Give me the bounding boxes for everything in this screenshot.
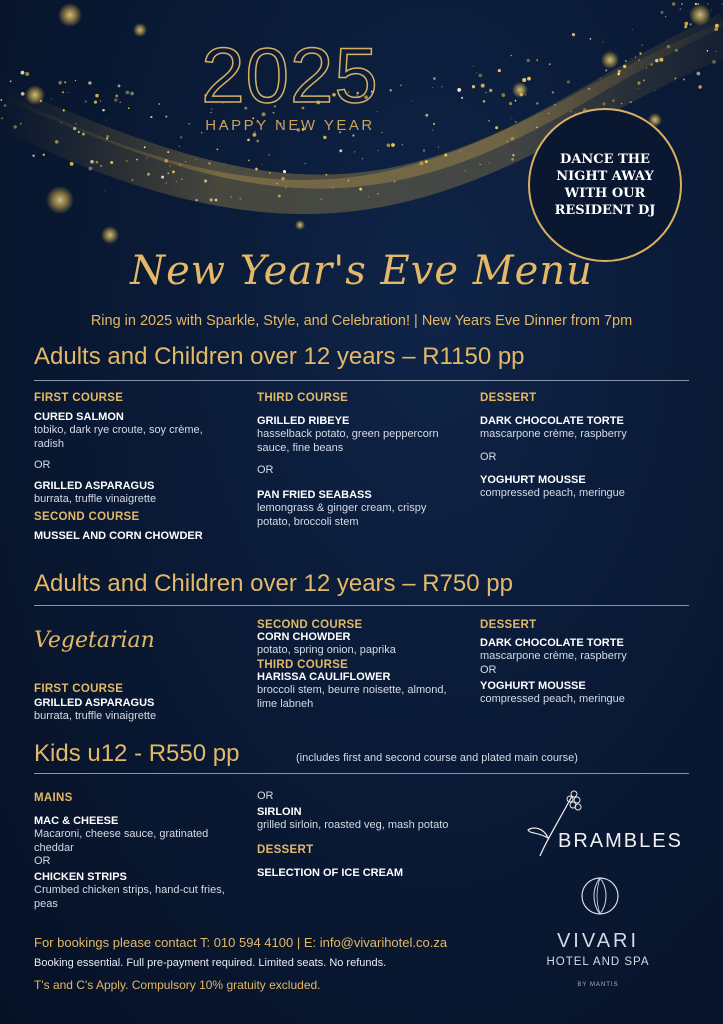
sparkle-dot	[150, 116, 152, 118]
sparkle-dot	[600, 77, 601, 78]
sparkle-dot	[473, 66, 474, 67]
course-label: DESSERT	[480, 392, 537, 404]
sparkle-dot	[588, 88, 590, 90]
sparkle-dot	[489, 162, 490, 163]
sparkle-dot	[501, 93, 505, 97]
divider	[34, 380, 689, 381]
sparkle-dot	[25, 72, 29, 76]
sparkle-dot	[411, 100, 412, 101]
adults-column-1	[34, 392, 234, 542]
sparkle-dot	[605, 69, 607, 71]
sparkle-dot	[655, 90, 656, 91]
or-separator: OR	[257, 464, 274, 476]
sparkle-dot	[460, 150, 461, 151]
terms-conditions: T's and C's Apply. Compulsory 10% gratuity excluded.	[34, 978, 321, 992]
sparkle-dot	[20, 122, 22, 124]
sparkle-dot	[0, 99, 2, 101]
bokeh-glow	[58, 3, 82, 27]
sparkle-dot	[570, 111, 572, 113]
sparkle-dot	[136, 159, 138, 161]
sparkle-dot	[536, 59, 538, 61]
dish-name: YOGHURT MOUSSE	[480, 474, 586, 486]
sparkle-dot	[180, 136, 182, 138]
bokeh-glow	[295, 220, 305, 230]
sparkle-dot	[618, 70, 621, 73]
sparkle-dot	[32, 155, 34, 157]
sparkle-dot	[167, 151, 169, 153]
sparkle-dot	[352, 141, 353, 142]
kids-column-2	[257, 790, 457, 879]
sparkle-dot	[672, 2, 675, 5]
sparkle-dot	[278, 194, 281, 197]
sparkle-dot	[674, 77, 676, 79]
vivari-logo-by: BY MANTIS	[577, 982, 619, 988]
sparkle-dot	[61, 122, 62, 123]
sparkle-dot	[75, 123, 77, 125]
sparkle-dot	[522, 78, 526, 82]
course-label: FIRST COURSE	[34, 392, 124, 404]
sparkle-dot	[683, 78, 685, 80]
sparkle-dot	[667, 45, 671, 49]
dish-description: burrata, truffle vinaigrette	[34, 710, 157, 722]
sparkle-dot	[10, 80, 12, 82]
sparkle-dot	[332, 187, 333, 188]
sparkle-dot	[323, 136, 326, 139]
sparkle-dot	[195, 159, 196, 160]
sparkle-dot	[166, 182, 167, 183]
sparkle-dot	[572, 33, 575, 36]
dish-name: GRILLED ASPARAGUS	[34, 697, 155, 709]
sparkle-dot	[433, 77, 436, 80]
dish-name: GRILLED RIBEYE	[257, 415, 350, 427]
sparkle-dot	[478, 73, 482, 77]
sparkle-dot	[325, 174, 327, 176]
sparkle-dot	[164, 159, 168, 163]
sparkle-dot	[4, 104, 7, 107]
dish-description: tobiko, dark rye croute, soy crème, radish	[34, 424, 203, 450]
sparkle-dot	[208, 162, 211, 165]
sparkle-dot	[95, 94, 99, 98]
sparkle-dot	[110, 161, 113, 164]
sparkle-dot	[215, 199, 218, 202]
sparkle-dot	[106, 138, 108, 140]
sparkle-dot	[281, 177, 284, 180]
sparkle-dot	[195, 199, 197, 201]
dj-badge-text: DANCE THE NIGHT AWAY WITH OUR RESIDENT DJ	[554, 152, 656, 218]
bokeh-glow	[689, 4, 711, 26]
booking-contact: For bookings please contact T: 010 594 4100 | E: info@vivarihotel.co.za	[34, 935, 448, 950]
sparkle-dot	[707, 50, 709, 52]
adults-column-3	[480, 392, 680, 500]
sparkle-dot	[488, 120, 490, 122]
dish-description: compressed peach, meringue	[480, 693, 625, 705]
sparkle-dot	[78, 131, 80, 133]
sparkle-dot	[1, 117, 3, 119]
dj-badge	[528, 108, 682, 262]
course-label: MAINS	[34, 792, 73, 804]
sparkle-dot	[246, 173, 247, 174]
sparkle-dot	[527, 77, 531, 81]
dish-description: compressed peach, meringue	[480, 487, 625, 499]
sparkle-dot	[432, 87, 433, 88]
brambles-logo-text: BRAMBLES	[558, 830, 683, 852]
sparkle-dot	[210, 198, 213, 201]
sparkle-dot	[179, 164, 181, 166]
divider	[34, 605, 689, 606]
sparkle-dot	[457, 88, 461, 92]
sparkle-dot	[681, 3, 683, 5]
sparkle-dot	[400, 84, 402, 86]
sparkle-dot	[697, 72, 701, 76]
dish-name: CORN CHOWDER	[257, 631, 351, 643]
sparkle-dot	[638, 59, 640, 61]
sparkle-dot	[130, 92, 134, 96]
happy-new-year-subtitle: HAPPY NEW YEAR	[205, 117, 375, 134]
sparkle-dot	[165, 116, 167, 118]
sparkle-dot	[88, 81, 91, 84]
sparkle-dot	[348, 180, 349, 181]
sparkle-dot	[51, 98, 52, 99]
or-separator: OR	[34, 855, 51, 867]
sparkle-dot	[73, 127, 76, 130]
sparkle-dot	[105, 190, 106, 191]
sparkle-dot	[715, 24, 719, 28]
adults-menu-heading: Adults and Children over 12 years – R1150 pp	[34, 343, 525, 370]
sparkle-dot	[283, 170, 286, 173]
sparkle-dot	[472, 85, 475, 88]
sparkle-dot	[239, 198, 241, 200]
dish-name: CHICKEN STRIPS	[34, 871, 127, 883]
sparkle-dot	[621, 103, 622, 104]
kids-menu-note: (includes first and second course and plated main course)	[296, 752, 578, 764]
sparkle-dot	[377, 193, 379, 195]
dish-name: HARISSA CAULIFLOWER	[257, 671, 391, 683]
sparkle-dot	[82, 133, 85, 136]
bokeh-glow	[133, 23, 147, 37]
vegetarian-label: Vegetarian	[34, 628, 155, 653]
sparkle-dot	[94, 100, 97, 103]
vegetarian-menu-heading: Adults and Children over 12 years – R750 pp	[34, 570, 513, 597]
sparkle-dot	[276, 183, 278, 185]
sparkle-dot	[425, 114, 428, 117]
sparkle-dot	[489, 89, 492, 92]
sparkle-dot	[602, 41, 603, 42]
sparkle-dot	[147, 173, 150, 176]
sparkle-dot	[680, 8, 682, 10]
sparkle-dot	[509, 102, 512, 105]
sparkle-dot	[21, 92, 25, 96]
or-separator: OR	[480, 451, 497, 463]
kids-column-1	[34, 792, 244, 911]
sparkle-dot	[118, 85, 121, 88]
sparkle-dot	[85, 101, 87, 103]
sparkle-dot	[75, 80, 76, 81]
sparkle-dot	[70, 162, 74, 166]
sparkle-dot	[96, 161, 99, 164]
sparkle-dot	[483, 100, 485, 102]
sparkle-dot	[169, 165, 170, 166]
sparkle-dot	[548, 113, 549, 114]
sparkle-dot	[185, 161, 186, 162]
or-separator: OR	[257, 790, 274, 802]
sparkle-dot	[511, 118, 512, 119]
sparkle-dot	[43, 154, 45, 156]
sparkle-dot	[321, 198, 322, 199]
sparkle-dot	[204, 180, 207, 183]
dish-name: CURED SALMON	[34, 411, 124, 423]
sparkle-dot	[158, 103, 160, 105]
dish-description: hasselback potato, green peppercorn sauce, fine beans	[257, 428, 439, 454]
sparkle-dot	[304, 163, 306, 165]
sparkle-dot	[63, 109, 65, 111]
sparkle-dot	[55, 140, 58, 143]
sparkle-dot	[659, 58, 663, 62]
dish-description: mascarpone crème, raspberry	[480, 650, 627, 662]
dish-description: broccoli stem, beurre noisette, almond, lime labneh	[257, 684, 447, 710]
sparkle-dot	[102, 109, 104, 111]
sparkle-dot	[690, 23, 692, 25]
course-label: FIRST COURSE	[34, 683, 124, 695]
sparkle-dot	[707, 3, 708, 4]
sparkle-dot	[402, 144, 403, 145]
sparkle-dot	[632, 29, 633, 30]
vegetarian-column-3	[480, 619, 680, 706]
bokeh-glow	[601, 51, 619, 69]
sparkle-dot	[419, 161, 423, 165]
sparkle-dot	[423, 149, 425, 151]
vivari-logo-text: VIVARI	[556, 930, 640, 952]
sparkle-dot	[515, 100, 517, 102]
dish-name: DARK CHOCOLATE TORTE	[480, 637, 624, 649]
sparkle-dot	[115, 95, 118, 98]
sparkle-dot	[552, 91, 554, 93]
sparkle-dot	[625, 60, 627, 62]
sparkle-dot	[269, 172, 271, 174]
sparkle-dot	[167, 172, 169, 174]
sparkle-dot	[362, 158, 363, 159]
sparkle-dot	[67, 92, 68, 93]
sparkle-dot	[515, 121, 517, 123]
sparkle-dot	[89, 167, 93, 171]
bokeh-glow	[25, 85, 45, 105]
sparkle-dot	[224, 163, 225, 164]
sparkle-dot	[630, 101, 632, 103]
dish-name: YOGHURT MOUSSE	[480, 680, 586, 692]
sparkle-dot	[444, 154, 447, 157]
sparkle-dot	[567, 80, 570, 83]
dish-description: grilled sirloin, roasted veg, mash potato	[257, 819, 449, 831]
dish-name: MAC & CHEESE	[34, 815, 119, 827]
sparkle-dot	[480, 164, 481, 165]
sparkle-dot	[114, 98, 117, 101]
sparkle-dot	[511, 55, 513, 57]
dish-description: lemongrass & ginger cream, crispy potato, broccoli stem	[257, 502, 427, 528]
sparkle-dot	[507, 141, 508, 142]
sparkle-dot	[511, 137, 514, 140]
sparkle-dot	[698, 85, 702, 89]
sparkle-dot	[511, 158, 514, 161]
course-label: DESSERT	[480, 619, 537, 631]
sparkle-dot	[650, 63, 652, 65]
sparkle-dot	[368, 196, 369, 197]
vegetarian-column-1	[34, 683, 234, 723]
dish-description: potato, spring onion, paprika	[257, 644, 396, 656]
sparkle-dot	[711, 10, 712, 11]
sparkle-dot	[612, 99, 615, 102]
sparkle-dot	[377, 150, 378, 151]
sparkle-dot	[610, 50, 611, 51]
sparkle-dot	[352, 134, 354, 136]
or-separator: OR	[34, 459, 51, 471]
dish-description: Crumbed chicken strips, hand-cut fries, peas	[34, 884, 225, 910]
sparkle-dot	[132, 179, 134, 181]
sparkle-dot	[90, 160, 94, 164]
sparkle-dot	[285, 187, 286, 188]
sparkle-dot	[461, 97, 463, 99]
dish-name: SIRLOIN	[257, 806, 302, 818]
sparkle-dot	[433, 123, 435, 125]
dish-description: burrata, truffle vinaigrette	[34, 493, 157, 505]
sparkle-dot	[262, 164, 263, 165]
sparkle-dot	[712, 60, 716, 64]
booking-terms: Booking essential. Full pre-payment required. Limited seats. No refunds.	[34, 957, 387, 969]
course-label: SECOND COURSE	[257, 619, 363, 631]
sparkle-dot	[106, 120, 107, 121]
vegetarian-column-2	[257, 619, 457, 711]
or-separator: OR	[480, 664, 497, 676]
sparkle-dot	[339, 149, 342, 152]
sparkle-dot	[106, 135, 109, 138]
sparkle-dot	[638, 88, 639, 89]
bokeh-glow	[101, 226, 119, 244]
sparkle-dot	[176, 181, 177, 182]
sparkle-dot	[495, 126, 498, 129]
sparkle-dot	[554, 104, 555, 105]
sparkle-dot	[722, 4, 723, 5]
sparkle-dot	[441, 86, 443, 88]
sparkle-dot	[485, 92, 486, 93]
divider	[34, 773, 689, 774]
sparkle-dot	[623, 65, 626, 68]
sparkle-dot	[438, 147, 439, 148]
dish-name: GRILLED ASPARAGUS	[34, 480, 155, 492]
sparkle-dot	[617, 73, 619, 75]
sparkle-dot	[549, 63, 551, 65]
vivari-logo-icon	[580, 872, 620, 920]
sparkle-dot	[675, 49, 678, 52]
sparkle-dot	[684, 22, 688, 26]
sparkle-dot	[100, 165, 102, 167]
sparkle-dot	[120, 102, 121, 103]
kids-menu-heading: Kids u12 - R550 pp	[34, 740, 240, 767]
sparkle-dot	[126, 91, 130, 95]
sparkle-dot	[527, 59, 530, 62]
sparkle-dot	[602, 102, 605, 105]
course-label: THIRD COURSE	[257, 392, 349, 404]
sparkle-dot	[144, 146, 146, 148]
sparkle-dot	[715, 51, 716, 52]
sparkle-dot	[64, 81, 66, 83]
dish-name: MUSSEL AND CORN CHOWDER	[34, 530, 203, 542]
sparkle-dot	[684, 25, 687, 28]
menu-title: New Year's Eve Menu	[130, 248, 593, 294]
year-heading: 2025	[201, 31, 379, 119]
bokeh-glow	[46, 186, 74, 214]
sparkle-dot	[498, 69, 501, 72]
intro-text: Ring in 2025 with Sparkle, Style, and Celebration! | New Years Eve Dinner from 7pm	[90, 313, 633, 329]
sparkle-dot	[655, 59, 659, 63]
sparkle-dot	[432, 130, 433, 131]
sparkle-dot	[512, 154, 514, 156]
sparkle-dot	[391, 143, 395, 147]
dish-name: SELECTION OF ICE CREAM	[257, 867, 404, 879]
course-label: SECOND COURSE	[34, 511, 140, 523]
sparkle-dot	[100, 100, 101, 101]
sparkle-dot	[21, 71, 25, 75]
sparkle-dot	[13, 125, 16, 128]
sparkle-dot	[637, 82, 640, 85]
dish-description: mascarpone crème, raspberry	[480, 428, 627, 440]
sparkle-dot	[128, 107, 130, 109]
sparkle-dot	[590, 38, 592, 40]
sparkle-dot	[639, 52, 641, 54]
sparkle-dot	[630, 58, 631, 59]
sparkle-dot	[660, 11, 663, 14]
sparkle-dot	[476, 72, 477, 73]
dish-name: DARK CHOCOLATE TORTE	[480, 415, 624, 427]
sparkle-dot	[354, 151, 355, 152]
sparkle-dot	[665, 16, 666, 17]
sparkle-dot	[536, 102, 538, 104]
sparkle-dot	[230, 196, 231, 197]
sparkle-dot	[387, 143, 391, 147]
sparkle-dot	[641, 44, 643, 46]
sparkle-dot	[425, 160, 428, 163]
sparkle-dot	[172, 170, 175, 173]
sparkle-dot	[394, 181, 396, 183]
sparkle-dot	[62, 91, 64, 93]
sparkle-dot	[256, 140, 259, 143]
sparkle-dot	[714, 27, 718, 31]
sparkle-dot	[161, 176, 164, 179]
course-label: DESSERT	[257, 844, 314, 856]
sparkle-dot	[268, 154, 270, 156]
sparkle-dot	[635, 56, 636, 57]
sparkle-dot	[247, 139, 250, 142]
sparkle-dot	[126, 160, 128, 162]
sparkle-dot	[465, 170, 466, 171]
sparkle-dot	[248, 159, 250, 161]
sparkle-dot	[643, 79, 645, 81]
sparkle-dot	[179, 146, 180, 147]
dish-name: PAN FRIED SEABASS	[257, 489, 372, 501]
sparkle-dot	[181, 178, 183, 180]
sparkle-dot	[255, 168, 258, 171]
course-label: THIRD COURSE	[257, 659, 349, 671]
sparkle-dot	[536, 127, 538, 128]
sparkle-dot	[217, 149, 219, 151]
sparkle-dot	[58, 81, 62, 85]
dish-description: Macaroni, cheese sauce, gratinated cheddar	[34, 828, 209, 854]
sparkle-dot	[359, 188, 362, 191]
sparkle-dot	[481, 84, 485, 88]
vivari-logo-subtitle: HOTEL AND SPA	[546, 956, 650, 968]
sparkle-dot	[147, 157, 148, 158]
adults-column-2	[257, 392, 457, 529]
sparkle-dot	[646, 67, 647, 68]
bokeh-glow	[512, 82, 528, 98]
